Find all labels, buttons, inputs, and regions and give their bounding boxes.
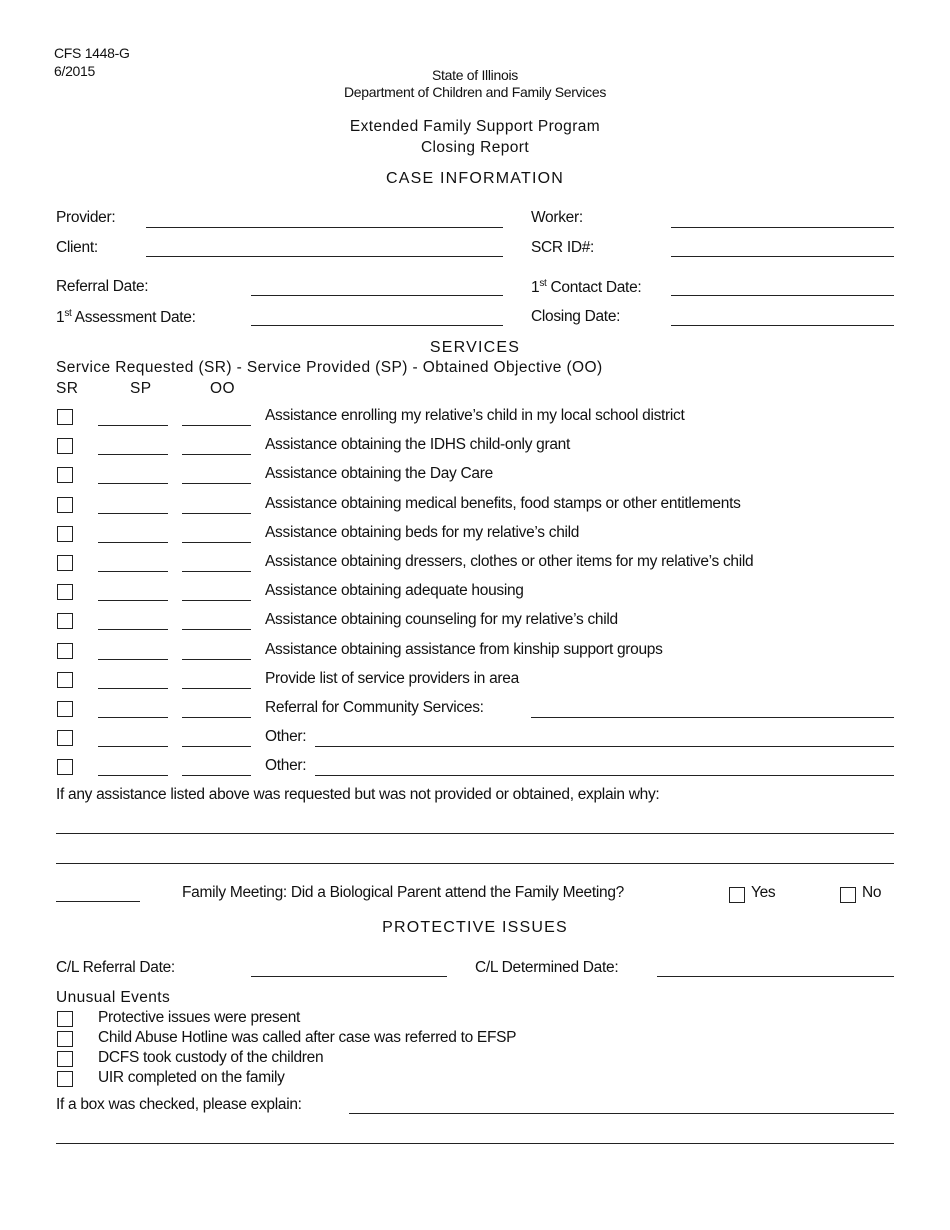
cl-determined-date-label: C/L Determined Date: (475, 959, 619, 976)
family-meeting-question: Family Meeting: Did a Biological Parent attend the Family Meeting? (182, 884, 624, 901)
first-contact-date-field[interactable] (671, 295, 894, 296)
protective-explain-prompt: If a box was checked, please explain: (56, 1096, 302, 1113)
service-sp-field[interactable] (98, 746, 168, 747)
unusual-event-checkbox[interactable] (57, 1051, 73, 1067)
service-sr-checkbox[interactable] (57, 438, 73, 454)
service-sp-field[interactable] (98, 571, 168, 572)
service-sr-checkbox[interactable] (57, 672, 73, 688)
service-sr-checkbox[interactable] (57, 759, 73, 775)
service-item-label: Provide list of service providers in area (265, 669, 519, 687)
form-date: 6/2015 (54, 63, 96, 79)
service-sr-checkbox[interactable] (57, 701, 73, 717)
unusual-events-heading: Unusual Events (56, 989, 171, 1006)
cl-referral-date-label: C/L Referral Date: (56, 959, 175, 976)
service-sr-checkbox[interactable] (57, 643, 73, 659)
column-oo: OO (210, 380, 235, 397)
state-name: State of Illinois (432, 67, 518, 83)
service-sp-field[interactable] (98, 542, 168, 543)
service-sp-field[interactable] (98, 629, 168, 630)
protective-explain-line-2[interactable] (56, 1143, 894, 1144)
client-field[interactable] (146, 256, 503, 257)
services-explain-line-1[interactable] (56, 833, 894, 834)
service-oo-field[interactable] (182, 659, 251, 660)
service-item-label: Referral for Community Services: (265, 699, 484, 716)
service-oo-field[interactable] (182, 483, 251, 484)
provider-label: Provider: (56, 209, 116, 226)
unusual-event-label: Protective issues were present (98, 1009, 301, 1026)
first-assessment-date-field[interactable] (251, 325, 503, 326)
service-sr-checkbox[interactable] (57, 730, 73, 746)
service-oo-field[interactable] (182, 746, 251, 747)
service-write-in-field[interactable] (315, 775, 894, 776)
service-oo-field[interactable] (182, 775, 251, 776)
service-sp-field[interactable] (98, 659, 168, 660)
first-assessment-date-label: 1st Assessment Date: (56, 308, 196, 327)
unusual-event-label: DCFS took custody of the children (98, 1049, 324, 1066)
service-item-label: Assistance obtaining the IDHS child-only grant (265, 436, 570, 454)
services-legend: Service Requested (SR) - Service Provided (SP) - Obtained Objective (OO) (56, 359, 603, 376)
scr-id-field[interactable] (671, 256, 894, 257)
cl-referral-date-field[interactable] (251, 976, 447, 977)
form-code: CFS 1448-G (54, 45, 130, 61)
service-sr-checkbox[interactable] (57, 409, 73, 425)
service-item-label: Assistance obtaining the Day Care (265, 465, 493, 483)
services-explain-line-2[interactable] (56, 863, 894, 864)
family-meeting-yes-label: Yes (751, 884, 776, 901)
service-sp-field[interactable] (98, 483, 168, 484)
case-information-heading: CASE INFORMATION (385, 170, 565, 187)
report-title: Closing Report (420, 139, 530, 156)
family-meeting-no-label: No (862, 884, 882, 901)
referral-date-label: Referral Date: (56, 278, 149, 295)
client-label: Client: (56, 239, 98, 256)
service-sr-checkbox[interactable] (57, 555, 73, 571)
department-name: Department of Children and Family Services (343, 84, 607, 100)
service-item-label: Assistance obtaining medical benefits, food stamps or other entitlements (265, 494, 741, 512)
service-oo-field[interactable] (182, 600, 251, 601)
family-meeting-field[interactable] (56, 901, 140, 902)
service-sp-field[interactable] (98, 600, 168, 601)
unusual-event-checkbox[interactable] (57, 1011, 73, 1027)
service-sp-field[interactable] (98, 775, 168, 776)
worker-label: Worker: (531, 209, 583, 226)
scr-id-label: SCR ID#: (531, 239, 595, 256)
service-sp-field[interactable] (98, 688, 168, 689)
unusual-event-label: Child Abuse Hotline was called after case was referred to EFSP (98, 1029, 517, 1046)
unusual-event-label: UIR completed on the family (98, 1069, 285, 1086)
program-title: Extended Family Support Program (349, 118, 601, 135)
service-oo-field[interactable] (182, 717, 251, 718)
cl-determined-date-field[interactable] (657, 976, 894, 977)
service-sr-checkbox[interactable] (57, 497, 73, 513)
service-sr-checkbox[interactable] (57, 526, 73, 542)
services-explain-prompt: If any assistance listed above was requested but was not provided or obtained, explain why: (56, 786, 660, 803)
service-sp-field[interactable] (98, 513, 168, 514)
closing-date-label: Closing Date: (531, 308, 621, 325)
service-oo-field[interactable] (182, 571, 251, 572)
service-oo-field[interactable] (182, 454, 251, 455)
service-sp-field[interactable] (98, 454, 168, 455)
referral-date-field[interactable] (251, 295, 503, 296)
service-item-label: Other: (265, 757, 307, 775)
service-item-label: Assistance obtaining beds for my relative’s child (265, 523, 580, 541)
service-oo-field[interactable] (182, 513, 251, 514)
unusual-event-checkbox[interactable] (57, 1031, 73, 1047)
worker-field[interactable] (671, 227, 894, 228)
provider-field[interactable] (146, 227, 503, 228)
column-sr: SR (56, 380, 79, 397)
service-item-label: Assistance obtaining adequate housing (265, 582, 524, 600)
service-sp-field[interactable] (98, 425, 168, 426)
service-item-label: Assistance obtaining dressers, clothes or other items for my relative’s child (265, 553, 754, 570)
service-sp-field[interactable] (98, 717, 168, 718)
protective-explain-line-1[interactable] (349, 1113, 894, 1114)
service-sr-checkbox[interactable] (57, 467, 73, 483)
service-sr-checkbox[interactable] (57, 613, 73, 629)
service-oo-field[interactable] (182, 425, 251, 426)
service-item-label: Assistance obtaining assistance from kinship support groups (265, 640, 663, 658)
services-heading: SERVICES (429, 339, 521, 356)
unusual-event-checkbox[interactable] (57, 1071, 73, 1087)
protective-issues-heading: PROTECTIVE ISSUES (382, 919, 568, 936)
service-write-in-field[interactable] (531, 717, 894, 718)
first-contact-date-label: 1st Contact Date: (531, 278, 642, 297)
service-item-label: Assistance enrolling my relative’s child in my local school district (265, 407, 685, 424)
service-oo-field[interactable] (182, 542, 251, 543)
family-meeting-yes-checkbox[interactable] (729, 887, 745, 903)
service-write-in-field[interactable] (315, 746, 894, 747)
closing-date-field[interactable] (671, 325, 894, 326)
service-item-label: Assistance obtaining counseling for my relative’s child (265, 611, 618, 629)
service-oo-field[interactable] (182, 629, 251, 630)
service-item-label: Other: (265, 728, 307, 746)
service-sr-checkbox[interactable] (57, 584, 73, 600)
family-meeting-no-checkbox[interactable] (840, 887, 856, 903)
service-oo-field[interactable] (182, 688, 251, 689)
column-sp: SP (130, 380, 152, 397)
